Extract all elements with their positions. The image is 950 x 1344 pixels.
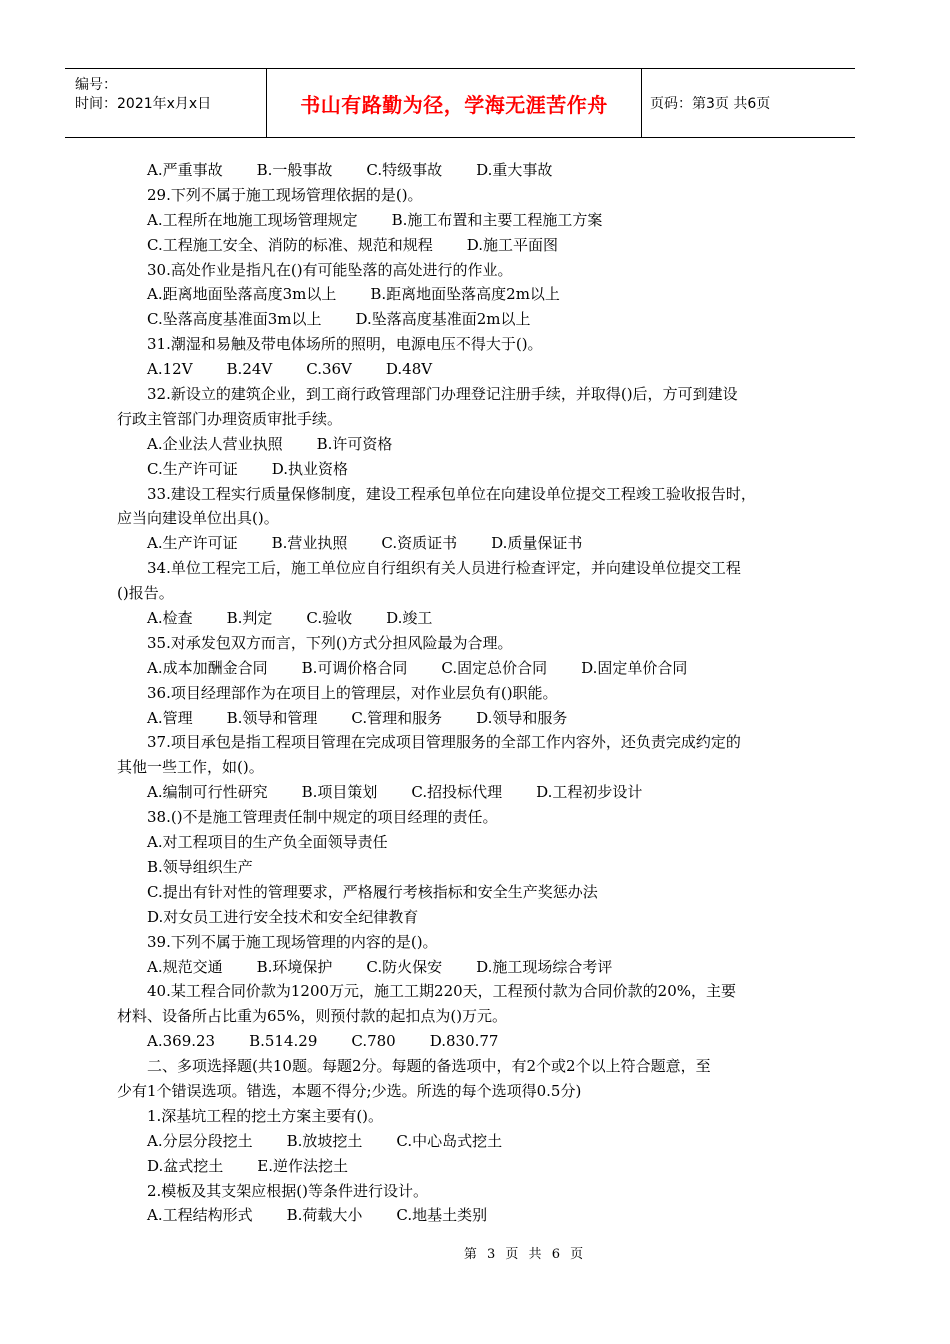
option-line: [117, 282, 817, 307]
answer-option: C.资质证书: [381, 534, 458, 553]
answer-option: A.管理: [147, 708, 193, 727]
answer-option: C.780: [351, 1032, 396, 1051]
answer-option: D.领导和服务: [476, 708, 568, 727]
option-line: [117, 606, 817, 631]
text-line: 33.建设工程实行质量保修制度，建设工程承包单位在向建设单位提交工程竣工验收报告时，: [147, 484, 756, 503]
time-label: 时间：2021年x月x日: [75, 96, 212, 112]
answer-option: C.验收: [306, 609, 353, 628]
option-line: [117, 656, 817, 681]
text-line: 材料、设备所占比重为65%，则预付款的起扣点为()万元。: [117, 1007, 508, 1026]
answer-option: B.距离地面坠落高度2m以上: [370, 285, 560, 304]
text-line: 少有1个错误选项。错选，本题不得分;少选。所选的每个选项得0.5分): [117, 1081, 582, 1100]
answer-option: A.成本加酬金合同: [147, 658, 268, 677]
option-line: [117, 307, 817, 332]
text-line: 29.下列不属于施工现场管理依据的是()。: [147, 185, 423, 204]
text-line: 应当向建设单位出具()。: [117, 509, 279, 528]
answer-option: A.生产许可证: [147, 534, 238, 553]
answer-option: B.24V: [226, 360, 273, 379]
answer-option: B.判定: [226, 609, 273, 628]
answer-option: D.固定单价合同: [581, 658, 688, 677]
answer-option: E.逆作法挖土: [257, 1156, 348, 1175]
text-line: 36.项目经理部作为在项目上的管理层，对作业层负有()职能。: [147, 683, 558, 702]
answer-option: C.招投标代理: [411, 783, 503, 802]
answer-option: B.荷载大小: [286, 1206, 363, 1225]
text-line: D.对女员工进行安全技术和安全纪律教育: [147, 907, 419, 926]
answer-option: C.坠落高度基准面3m以上: [147, 310, 322, 329]
option-line: [117, 955, 817, 980]
answer-option: C.地基土类别: [396, 1206, 488, 1225]
text-line: 1.深基坑工程的挖土方案主要有()。: [147, 1106, 384, 1125]
answer-option: D.执业资格: [271, 459, 348, 478]
answer-option: C.中心岛式挖土: [396, 1131, 503, 1150]
answer-option: C.固定总价合同: [441, 658, 548, 677]
answer-option: B.领导和管理: [226, 708, 318, 727]
answer-option: D.施工平面图: [466, 235, 558, 254]
answer-option: A.企业法人营业执照: [147, 434, 283, 453]
text-line: 行政主管部门办理资质审批手续。: [117, 409, 343, 428]
answer-option: D.工程初步设计: [536, 783, 643, 802]
header-left-cell: [65, 69, 267, 137]
page-info: 页码：第3页 共6页: [650, 96, 771, 112]
text-line: ()报告。: [117, 584, 174, 603]
text-line: 30.高处作业是指凡在()有可能坠落的高处进行的作业。: [147, 260, 513, 279]
text-line: 其他一些工作，如()。: [117, 758, 264, 777]
answer-option: B.环境保护: [256, 957, 333, 976]
answer-option: B.可调价格合同: [301, 658, 408, 677]
answer-option: A.工程结构形式: [147, 1206, 253, 1225]
answer-option: C.生产许可证: [147, 459, 238, 478]
page-footer: [0, 1243, 950, 1262]
answer-option: A.369.23: [147, 1032, 216, 1051]
text-line: 2.模板及其支架应根据()等条件进行设计。: [147, 1181, 429, 1200]
answer-option: D.重大事故: [476, 161, 553, 179]
text-line: 31.潮湿和易触及带电体场所的照明，电源电压不得大于()。: [147, 335, 543, 354]
answer-option: A.12V: [147, 360, 193, 379]
answer-option: B.放坡挖土: [286, 1131, 363, 1150]
option-line: [117, 357, 817, 382]
answer-option: B.一般事故: [256, 161, 333, 179]
answer-option: C.特级事故: [366, 161, 443, 179]
text-line: B.领导组织生产: [147, 857, 253, 876]
answer-option: B.项目策划: [301, 783, 378, 802]
answer-option: B.营业执照: [271, 534, 348, 553]
header-motto-cell: [267, 69, 642, 137]
option-line: [117, 432, 817, 457]
motto: 书山有路勤为径，学海无涯苦作舟: [300, 92, 608, 117]
text-line: 二、多项选择题(共10题。每题2分。每题的备选项中，有2个或2个以上符合题意，至: [147, 1057, 711, 1076]
option-line: [117, 780, 817, 805]
answer-option: C.工程施工安全、消防的标准、规范和规程: [147, 235, 433, 254]
text-line: 39.下列不属于施工现场管理的内容的是()。: [147, 932, 438, 951]
option-line: [117, 457, 817, 482]
answer-option: A.检查: [147, 609, 193, 628]
option-line: [117, 531, 817, 556]
text-line: 32.新设立的建筑企业，到工商行政管理部门办理登记注册手续，并取得()后，方可到建设: [147, 385, 738, 404]
answer-option: B.514.29: [249, 1032, 318, 1051]
answer-option: D.坠落高度基准面2m以上: [355, 310, 531, 329]
header-right-cell: [642, 69, 855, 137]
answer-option: A.规范交通: [147, 957, 223, 976]
answer-option: A.严重事故: [147, 161, 223, 179]
page-header: [65, 68, 855, 138]
answer-option: D.竣工: [386, 609, 433, 628]
text-line: C.提出有针对性的管理要求，严格履行考核指标和安全生产奖惩办法: [147, 882, 598, 901]
number-label: 编号：: [75, 77, 117, 93]
answer-option: C.防火保安: [366, 957, 443, 976]
answer-option: A.工程所在地施工现场管理规定: [147, 210, 358, 229]
option-line: [117, 208, 817, 233]
answer-option: D.质量保证书: [491, 534, 583, 553]
option-line: [117, 1154, 817, 1179]
option-line: [117, 1129, 817, 1154]
text-line: 38.()不是施工管理责任制中规定的项目经理的责任。: [147, 808, 498, 827]
text-line: A.对工程项目的生产负全面领导责任: [147, 833, 388, 852]
answer-option: D.施工现场综合考评: [476, 957, 613, 976]
answer-option: B.施工布置和主要工程施工方案: [391, 210, 603, 229]
footer-page-number: 第 3 页 共 6 页: [463, 1247, 587, 1262]
answer-option: C.36V: [306, 360, 352, 379]
answer-option: D.盆式挖土: [147, 1156, 224, 1175]
text-line: 34.单位工程完工后，施工单位应自行组织有关人员进行检查评定，并向建设单位提交工程: [147, 559, 741, 578]
option-line: [117, 706, 817, 731]
answer-option: A.分层分段挖土: [147, 1131, 253, 1150]
answer-option: C.管理和服务: [351, 708, 443, 727]
answer-option: A.编制可行性研究: [147, 783, 268, 802]
text-line: 37.项目承包是指工程项目管理在完成项目管理服务的全部工作内容外，还负责完成约定的: [147, 733, 741, 752]
text-line: 40.某工程合同价款为1200万元，施工工期220天，工程预付款为合同价款的20%，主要: [147, 982, 737, 1001]
option-line: [117, 158, 817, 183]
answer-option: A.距离地面坠落高度3m以上: [147, 285, 337, 304]
text-line: 35.对承发包双方而言，下列()方式分担风险最为合理。: [147, 633, 513, 652]
answer-option: B.许可资格: [316, 434, 393, 453]
option-line: [117, 1029, 817, 1054]
answer-option: D.48V: [385, 360, 433, 379]
document-body: [117, 158, 817, 1228]
option-line: [117, 233, 817, 258]
option-line: [117, 1203, 817, 1228]
answer-option: D.830.77: [429, 1032, 499, 1051]
